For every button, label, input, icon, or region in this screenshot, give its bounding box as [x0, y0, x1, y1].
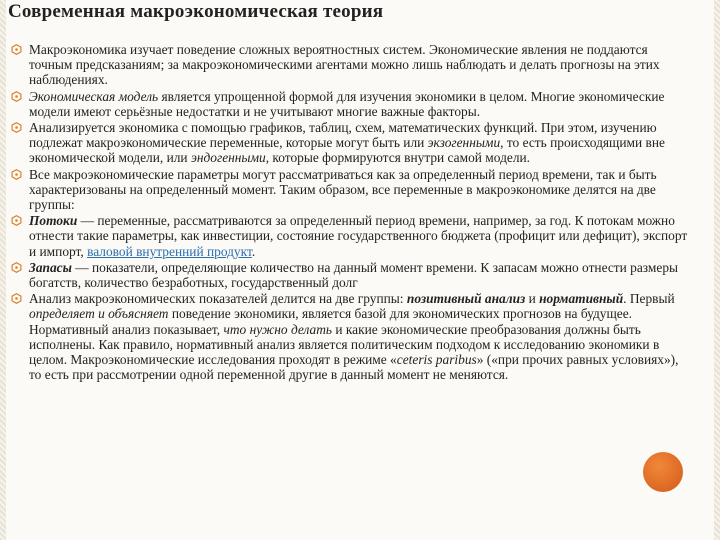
list-item — [11, 213, 692, 259]
hexagon-bullet-icon — [11, 215, 22, 226]
list-item-text: и какие экономические преобразования должны быть исполнены. Как правило, нормативный анализ является политическим подходом к исследованию экономики в целом. Макроэкономические исследования проходят в режиме « — [29, 321, 660, 368]
hexagon-bullet-icon — [11, 169, 22, 180]
list-item-text: — показатели, определяющие количество на данный момент времени. К запасам можно отнести размеры богатств, количество безработных, государственный долг — [29, 259, 679, 291]
list-item-text: поведение экономики, является базой для экономических прогнозов на будущее. Нормативный анализ показывает, — [29, 306, 633, 337]
list-item-text: экзогенными — [427, 135, 501, 151]
bullet-list — [11, 42, 692, 383]
list-item — [11, 42, 692, 88]
list-item-text: . — [251, 243, 256, 259]
list-item-text: позитивный анализ — [406, 291, 526, 307]
list-item-text: , то есть происходящими вне экономической модели, или — [29, 135, 665, 166]
list-item — [11, 167, 692, 213]
hexagon-bullet-icon — [11, 44, 22, 55]
list-item-text: определяет и объясняет — [29, 306, 169, 322]
list-item-text: Потоки — [29, 213, 78, 229]
list-item — [11, 260, 692, 290]
gdp-link[interactable]: валовой внутренний продукт — [87, 243, 252, 259]
list-item-text: Анализируется экономика с помощью графиков, таблиц, схем, математических функций. При этом, изучению подлежат макроэкономические переменные, которые могут быть или — [29, 120, 657, 151]
slide-title: Современная макроэкономическая теория — [8, 1, 384, 22]
right-border-decoration — [714, 0, 720, 540]
list-item-text: Все макроэкономические параметры могут рассматриваться как за определенный период времени, так и быть характеризованы на определенный момент. Таким образом, все переменные в макроэкономике делятся на две группы: — [29, 166, 657, 213]
list-item-text: Макроэкономика изучает поведение сложных вероятностных систем. Экономические явления не поддаются точным предсказаниям; за макроэкономическими агентами можно лишь наблюдать и делать прогнозы на этих наблюдениях. — [29, 42, 660, 88]
list-item — [11, 291, 692, 382]
hexagon-bullet-icon — [11, 262, 22, 273]
list-item-text: — переменные, рассматриваются за определенный период времени, например, за год. К потокам можно отнести такие параметры, как инвестиции, состояние государственного бюджета (профицит или дефицит), экспорт и импорт, — [29, 213, 688, 259]
list-item-text: » («при прочих равных условиях»), то есть при рассмотрении одной переменной другие в данный момент не меняются. — [29, 352, 679, 383]
list-item-text: что нужно делать — [223, 321, 332, 337]
list-item-text: ceteris paribus — [396, 352, 477, 368]
hexagon-bullet-icon — [11, 122, 22, 133]
list-item-text: Запасы — [29, 259, 72, 275]
list-item — [11, 89, 692, 119]
list-item-text: Анализ макроэкономических показателей делится на две группы: — [29, 291, 407, 307]
orange-circle-decoration — [643, 452, 683, 492]
list-item-text: Экономическая модель — [29, 88, 159, 104]
list-item-text: нормативный — [539, 291, 624, 307]
left-border-decoration — [0, 0, 6, 540]
list-item-text: и — [525, 291, 540, 307]
list-item-text: , которые формируются внутри самой модели. — [265, 150, 531, 166]
list-item — [11, 120, 692, 166]
list-item-text: . Первый — [623, 291, 675, 307]
list-item-text: является упрощенной формой для изучения экономики в целом. Многие экономические модели имеют серьёзные недостатки и не учитывают многие важные факторы. — [29, 88, 665, 119]
hexagon-bullet-icon — [11, 91, 22, 102]
list-item-text: эндогенными — [190, 150, 266, 166]
hexagon-bullet-icon — [11, 293, 22, 304]
